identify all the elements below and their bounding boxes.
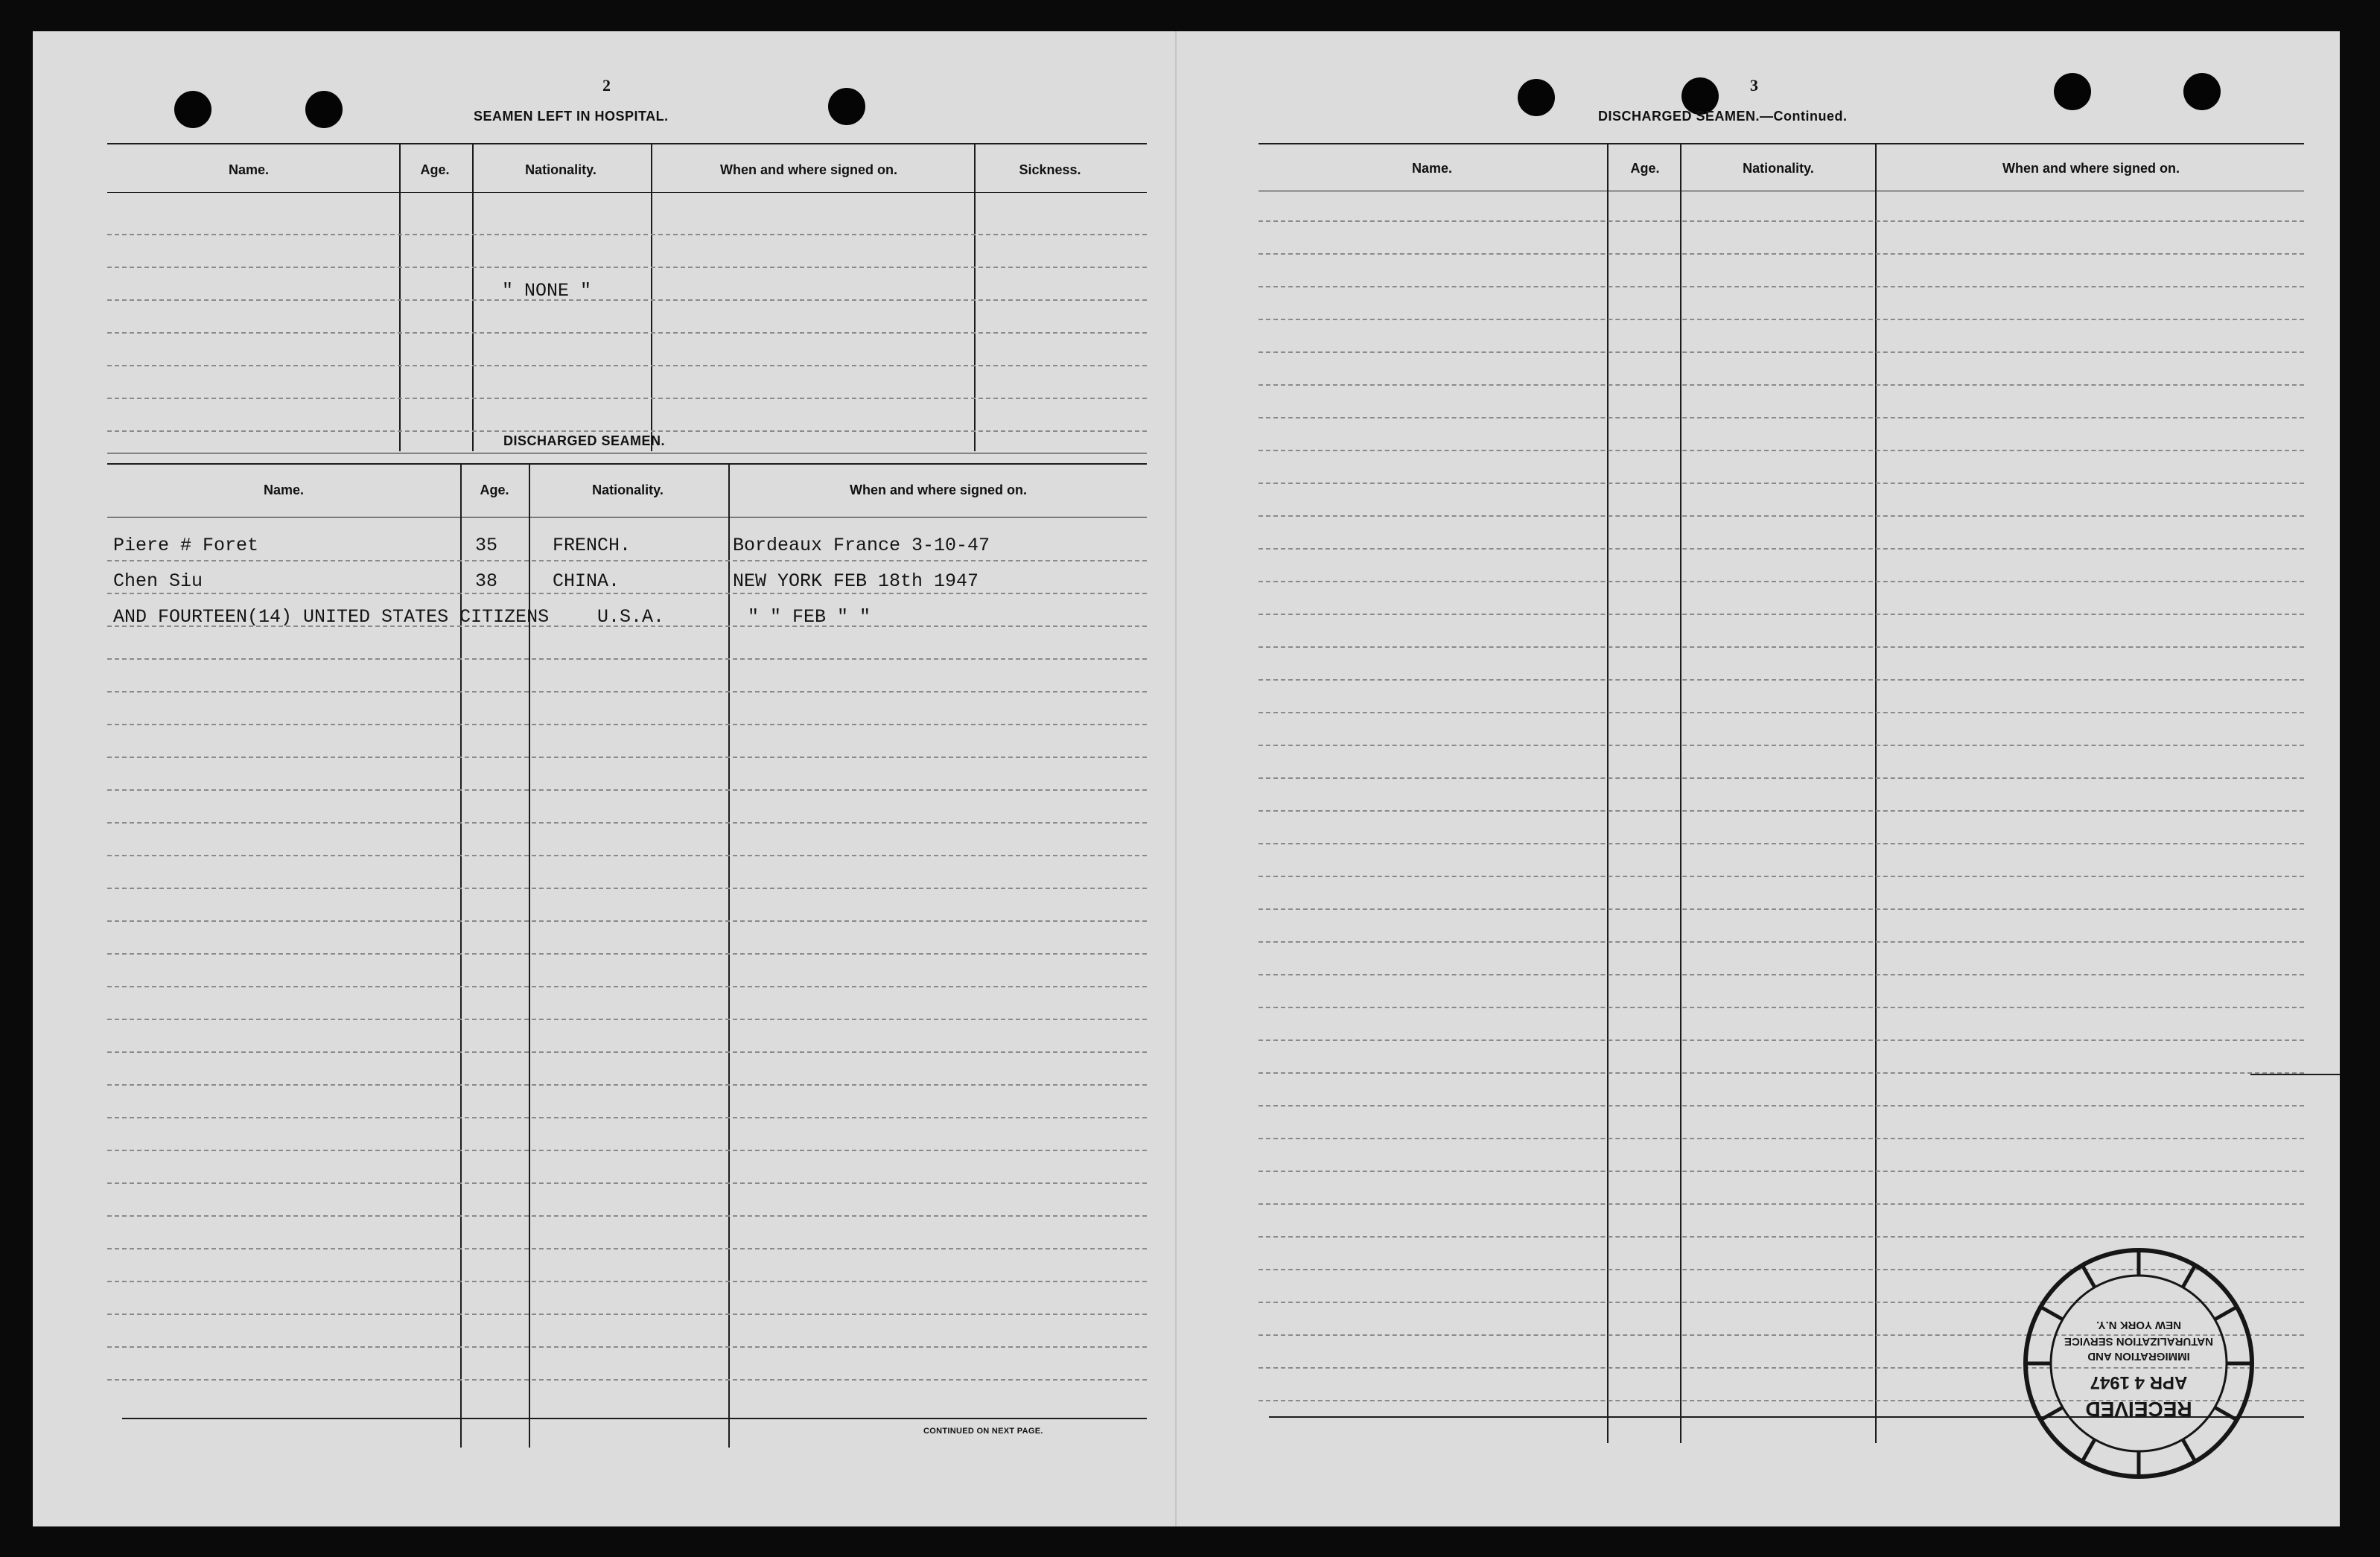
entry-rule xyxy=(107,888,1147,889)
entry-rule xyxy=(107,1182,1147,1184)
row-1-signed-on: Bordeaux France 3-10-47 xyxy=(733,535,990,556)
entry-rule xyxy=(107,757,1147,758)
col-head-age: Age. xyxy=(420,162,450,177)
punch-hole xyxy=(1518,79,1555,116)
entry-rule xyxy=(107,1314,1147,1315)
entry-rule xyxy=(107,789,1147,791)
col-head-age: Age. xyxy=(1630,161,1660,176)
entry-rule xyxy=(1259,745,2304,746)
col-head-signed-on: When and where signed on. xyxy=(719,162,898,177)
table-top-rule xyxy=(1259,143,2304,144)
entry-rule xyxy=(107,234,1147,235)
entry-rule xyxy=(1259,1039,2304,1041)
column-divider xyxy=(974,144,976,451)
entry-rule xyxy=(107,1215,1147,1217)
page-number: 3 xyxy=(1750,76,1758,95)
entry-rule xyxy=(107,398,1147,399)
entry-rule xyxy=(1259,810,2304,812)
page-fold xyxy=(1175,31,1177,1526)
entry-rule xyxy=(1259,1171,2304,1172)
entry-rule xyxy=(107,658,1147,660)
stamp-received: RECEIVED xyxy=(2085,1398,2192,1421)
entry-rule xyxy=(1259,1203,2304,1205)
entry-rule xyxy=(107,920,1147,922)
col-head-age: Age. xyxy=(480,483,509,497)
entry-rule xyxy=(1259,450,2304,451)
entry-rule xyxy=(1259,1105,2304,1107)
entry-rule xyxy=(107,1019,1147,1020)
entry-rule xyxy=(107,299,1147,301)
stamp-agency-2: NATURALIZATION SERVICE xyxy=(2064,1335,2214,1348)
column-divider xyxy=(472,144,474,451)
entry-rule xyxy=(107,1117,1147,1118)
discharged-section-title: DISCHARGED SEAMEN. xyxy=(503,433,666,448)
row-3-signed-on: " " FEB " " xyxy=(748,606,871,628)
row-2-nationality: CHINA. xyxy=(553,570,620,592)
entry-rule xyxy=(1259,351,2304,353)
page-number: 2 xyxy=(602,76,611,95)
entry-rule xyxy=(107,953,1147,955)
right-section-title: DISCHARGED SEAMEN.—Continued. xyxy=(1598,109,1848,124)
entry-rule xyxy=(1259,483,2304,484)
entry-rule xyxy=(1259,646,2304,648)
col-head-name: Name. xyxy=(1411,161,1453,176)
entry-rule xyxy=(1259,1072,2304,1074)
punch-hole xyxy=(2054,73,2091,110)
entry-rule xyxy=(1259,286,2304,287)
column-divider xyxy=(728,465,730,1448)
column-divider xyxy=(651,144,652,451)
row-2-name: Chen Siu xyxy=(113,570,203,592)
col-head-nationality: Nationality. xyxy=(525,162,596,177)
entry-rule xyxy=(107,332,1147,334)
row-2-signed-on: NEW YORK FEB 18th 1947 xyxy=(733,570,979,592)
document-sheet xyxy=(33,31,2340,1526)
entry-rule xyxy=(107,1379,1147,1381)
entry-rule xyxy=(1259,777,2304,779)
stamp-agency-1: IMMIGRATION AND xyxy=(2087,1350,2190,1363)
entry-rule xyxy=(1259,1138,2304,1139)
entry-rule xyxy=(107,267,1147,268)
entry-rule xyxy=(107,1084,1147,1086)
stamp-location: NEW YORK N.Y. xyxy=(2096,1319,2181,1331)
entry-rule xyxy=(1259,548,2304,550)
entry-rule xyxy=(1259,876,2304,877)
entry-rule xyxy=(107,1051,1147,1053)
row-2-age: 38 xyxy=(475,570,498,592)
row-3-nationality: U.S.A. xyxy=(597,606,665,628)
header-rule xyxy=(107,192,1147,193)
header-rule xyxy=(107,517,1147,518)
entry-rule xyxy=(1259,515,2304,517)
col-head-signed-on: When and where signed on. xyxy=(849,483,1028,497)
left-page xyxy=(33,31,1175,1526)
table-bottom-rule xyxy=(122,1418,1147,1419)
table-top-rule xyxy=(107,143,1147,144)
entry-rule xyxy=(107,691,1147,692)
col-head-sickness: Sickness. xyxy=(1019,162,1081,177)
entry-rule xyxy=(1259,384,2304,386)
hospital-entry-none: " NONE " xyxy=(502,280,592,302)
entry-rule xyxy=(107,724,1147,725)
entry-rule xyxy=(1259,1007,2304,1008)
entry-rule xyxy=(107,365,1147,366)
entry-rule xyxy=(107,1281,1147,1282)
entry-rule xyxy=(107,1150,1147,1151)
col-head-signed-on: When and where signed on. xyxy=(2002,161,2180,176)
entry-rule xyxy=(1259,253,2304,255)
row-1-nationality: FRENCH. xyxy=(553,535,631,556)
entry-rule xyxy=(107,986,1147,987)
row-3-name: AND FOURTEEN(14) UNITED STATES CITIZENS xyxy=(113,606,550,628)
col-head-name: Name. xyxy=(228,162,270,177)
entry-rule xyxy=(1259,1236,2304,1238)
entry-rule xyxy=(1259,581,2304,582)
stamp-date: APR 4 1947 xyxy=(2090,1372,2188,1392)
entry-rule xyxy=(107,1346,1147,1348)
received-stamp xyxy=(2017,1241,2261,1486)
col-head-nationality: Nationality. xyxy=(1743,161,1814,176)
column-divider xyxy=(1607,144,1609,1443)
punch-hole xyxy=(2183,73,2221,110)
entry-rule xyxy=(1259,712,2304,713)
column-divider xyxy=(1875,144,1877,1443)
entry-rule xyxy=(107,1248,1147,1249)
entry-rule xyxy=(1259,220,2304,222)
entry-rule xyxy=(1259,319,2304,320)
entry-rule xyxy=(107,822,1147,824)
col-head-name: Name. xyxy=(263,483,305,497)
entry-rule xyxy=(1259,417,2304,418)
column-divider xyxy=(1680,144,1681,1443)
entry-rule xyxy=(107,593,1147,594)
column-divider xyxy=(399,144,401,451)
margin-mark xyxy=(2250,1074,2340,1075)
entry-rule xyxy=(107,855,1147,856)
entry-rule xyxy=(1259,679,2304,681)
entry-rule xyxy=(107,560,1147,561)
entry-rule xyxy=(1259,941,2304,943)
row-1-name: Piere # Foret xyxy=(113,535,259,556)
hospital-section-title: SEAMEN LEFT IN HOSPITAL. xyxy=(474,109,669,124)
entry-rule xyxy=(1259,614,2304,615)
continued-note: CONTINUED ON NEXT PAGE. xyxy=(923,1427,1043,1436)
entry-rule xyxy=(1259,908,2304,910)
entry-rule xyxy=(1259,974,2304,975)
col-head-nationality: Nationality. xyxy=(592,483,664,497)
entry-rule xyxy=(1259,843,2304,844)
entry-rule xyxy=(107,430,1147,432)
table-top-rule xyxy=(107,463,1147,465)
row-1-age: 35 xyxy=(475,535,498,556)
